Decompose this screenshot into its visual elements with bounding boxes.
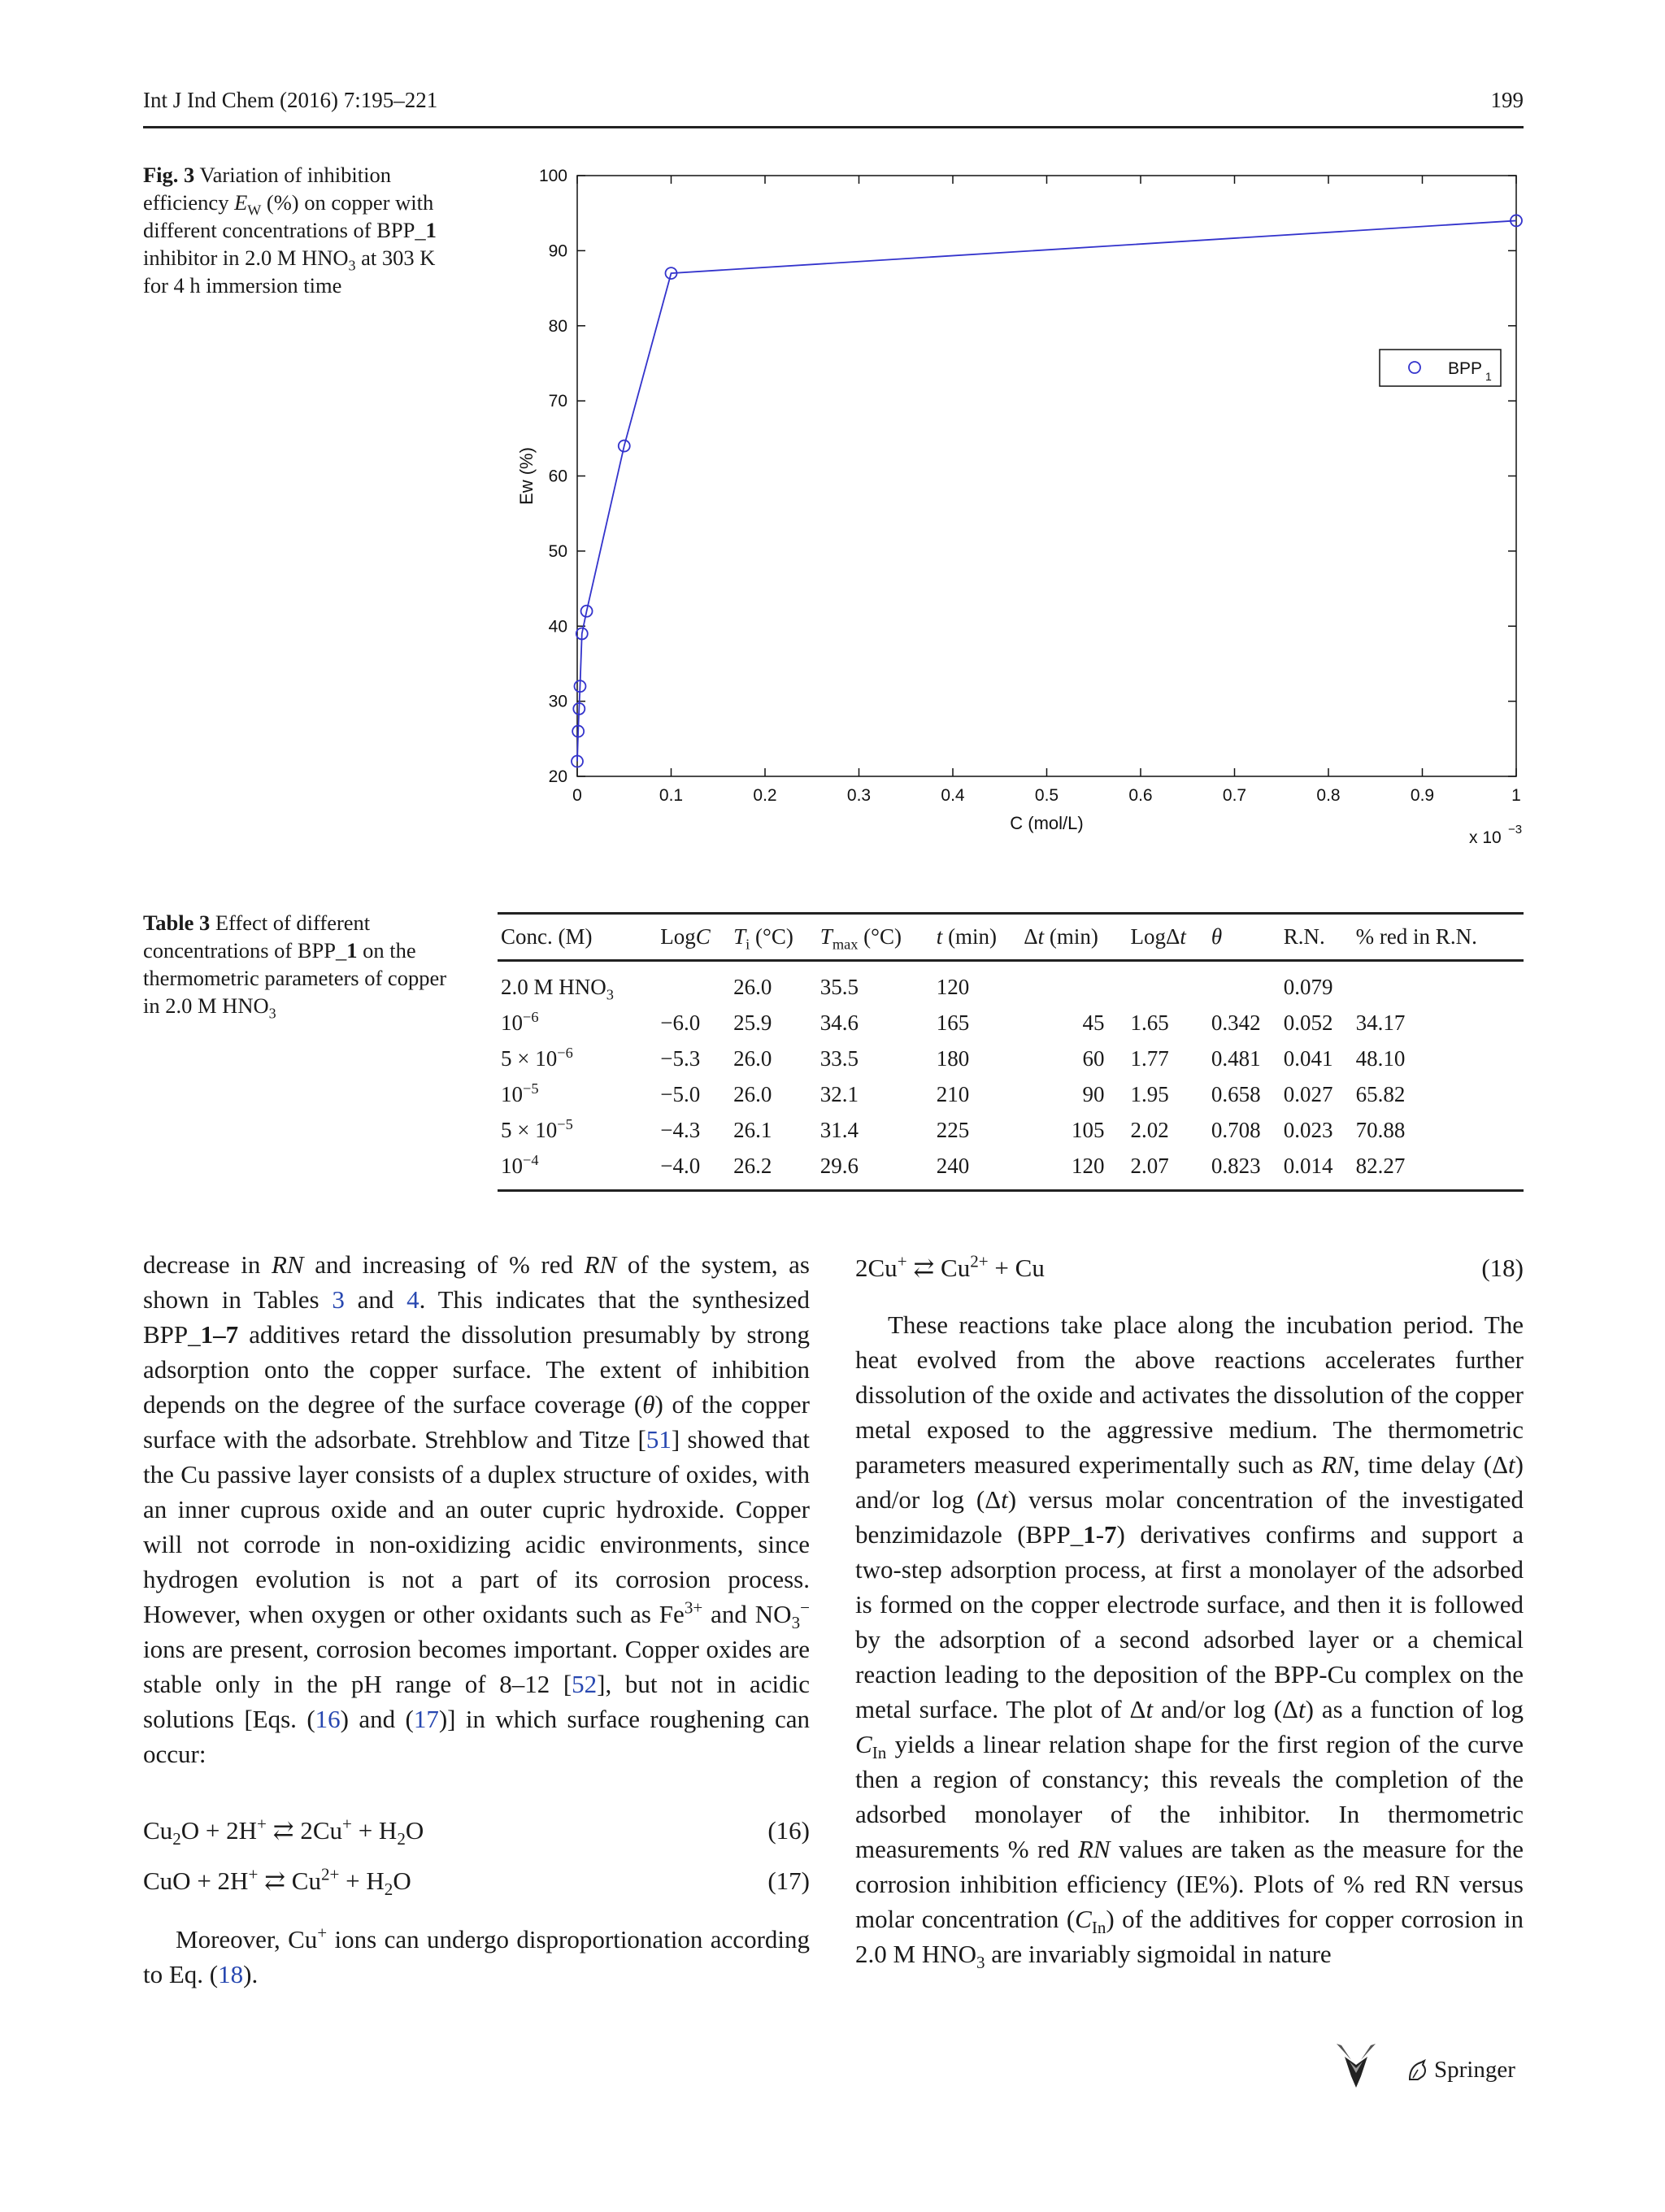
table-cell: 2.07 <box>1128 1148 1208 1191</box>
paragraph: decrease in RN and increasing of % red RN of the system, as shown in Tables 3 and 4. This indicates that the synthesized BPP_1–7 additives retard the dissolution presumably by strong adsorption onto the copper surface. The extent of inhibition depends on the degree of the surface coverage (θ) of the copper surface with the adsorbate. Strehblow and Titze [51] showed that the Cu passive layer consists of a duplex structure of oxides, with an inner cuprous oxide and an outer cupric hydroxide. Copper will not corrode in non-oxidizing acidic environments, since hydrogen evolution is not a part of its corrosion process. However, when oxygen or other oxidants such as $Fe^{3+}$ and $NO_3^-$ ions are present, corrosion becomes important. Copper oxides are stable only in the pH range of 8–12 [52], but not in acidic solutions [Eqs. (16) and (17)] in which surface roughening can occur: <box>143 1250 811 1768</box>
y-tick-label: 40 <box>548 617 567 637</box>
table-cell: $5 \times 10^{-6}$ <box>501 1044 573 1071</box>
table-cell: 48.10 <box>1355 1045 1406 1071</box>
legend-label-subscript: 1 <box>1485 370 1492 383</box>
table-cell: $10^{-4}$ <box>498 1148 657 1191</box>
y-tick-label: 80 <box>548 316 567 336</box>
equation-18-number: (18) <box>1481 1254 1524 1282</box>
table-cell: 32.1 <box>819 1081 859 1106</box>
table-cell: 35.5 <box>819 974 859 999</box>
x-axis-label: C (mol/L) <box>1010 813 1084 833</box>
table-row <box>498 1076 1524 1112</box>
equation-ref-link[interactable]: 18 <box>218 1960 244 1988</box>
left-column-p2 <box>143 1922 810 1992</box>
table-ref-link[interactable]: 3 <box>332 1285 345 1314</box>
table-cell: 82.27 <box>1353 1148 1524 1191</box>
table-cell: $10^{-6}$ <box>501 1008 539 1035</box>
table-cell <box>1020 961 1127 1006</box>
table-cell: 0.658 <box>1211 1081 1261 1106</box>
table-cell: 180 <box>936 1045 970 1071</box>
equation-17: CuO + 2H+ ⇄ $Cu^{2+} + H_2O$ <box>143 1864 411 1900</box>
y-tick-label: 60 <box>548 467 567 486</box>
table-cell: 165 <box>936 1010 970 1035</box>
table-cell: 105 <box>1072 1117 1105 1142</box>
table-cell: −5.3 <box>660 1045 701 1071</box>
table-cell <box>1353 961 1524 1006</box>
publisher-bird-logo <box>1333 2040 1379 2091</box>
table-cell: 1.65 <box>1130 1010 1169 1035</box>
table-cell: $5 \times 10^{-5}$ <box>501 1115 573 1142</box>
table-cell: 225 <box>936 1117 970 1142</box>
x-tick-label: 0.5 <box>1034 786 1059 805</box>
table-cell: 26.0 <box>733 974 772 999</box>
table-cell: 29.6 <box>817 1148 933 1191</box>
col-ti: $T_i$ (°C) <box>730 914 817 961</box>
table-cell <box>657 961 730 1006</box>
col-logdt: LogΔt <box>1128 914 1208 961</box>
table-cell: 45 <box>1082 1010 1105 1035</box>
equation-16-number: (16) <box>767 1816 810 1845</box>
table-cell: 26.0 <box>733 1081 772 1106</box>
table-cell: 0.823 <box>1208 1148 1280 1191</box>
col-conc: Conc. (M) <box>498 914 657 961</box>
col-t: t (min) <box>933 914 1020 961</box>
col-rn: R.N. <box>1280 914 1353 961</box>
equation-ref-link[interactable]: 16 <box>315 1705 341 1733</box>
table-cell: 0.027 <box>1283 1081 1333 1106</box>
x-multiplier-label: x 10 <box>1469 828 1502 847</box>
y-tick-label: 90 <box>548 241 567 261</box>
table-cell: −4.0 <box>657 1148 730 1191</box>
equation-18: 2Cu+ ⇄ $Cu^{2+} + Cu$ <box>855 1251 1045 1282</box>
y-tick-label: 50 <box>548 541 567 561</box>
table-cell: 0.014 <box>1280 1148 1353 1191</box>
table-caption: Table 3 Effect of different concentrations of BPP_1 on the thermometric parameters of copper in 2.0 M $HNO_3$ <box>143 910 447 1022</box>
springer-horse-icon <box>1405 2058 1429 2083</box>
table-cell: 120 <box>1020 1148 1127 1191</box>
equation-ref-link[interactable]: 17 <box>413 1705 439 1733</box>
equation-16: $Cu_2O + 2H^+$ ⇄ $2Cu^+ + H_2O$ <box>143 1814 424 1849</box>
table-cell: 60 <box>1082 1045 1105 1071</box>
table-cell: 0.342 <box>1211 1010 1261 1035</box>
x-tick-label: 0 <box>572 786 582 805</box>
table-cell: 0.041 <box>1283 1045 1333 1071</box>
legend-label: BPP <box>1448 359 1483 378</box>
citation-link[interactable]: 52 <box>572 1670 598 1698</box>
y-axis-label: Ew (%) <box>516 447 537 505</box>
col-theta: θ <box>1208 914 1280 961</box>
table-ref-link[interactable]: 4 <box>406 1285 420 1314</box>
x-tick-label: 0.4 <box>941 786 965 805</box>
legend-box <box>1380 350 1501 386</box>
table-cell: 0.023 <box>1283 1117 1333 1142</box>
table-header-row <box>498 914 1524 961</box>
publisher-name: Springer <box>1434 2057 1515 2083</box>
table-cell: $10^{-5}$ <box>501 1080 539 1106</box>
x-tick-label: 0.1 <box>659 786 684 805</box>
table-row <box>498 1112 1524 1148</box>
table-row <box>498 1148 1524 1191</box>
table-cell: 34.6 <box>819 1010 859 1035</box>
table-cell <box>1128 961 1208 1006</box>
col-tmax: $T_{max}$ (°C) <box>817 914 933 961</box>
thermometric-table <box>498 912 1524 1192</box>
page-number: 199 <box>1490 88 1524 112</box>
table-cell: 90 <box>1082 1081 1105 1106</box>
x-tick-label: 0.9 <box>1410 786 1435 805</box>
y-tick-label: 30 <box>548 692 567 711</box>
x-multiplier-exponent: −3 <box>1508 823 1523 837</box>
table-cell: 2.02 <box>1130 1117 1169 1142</box>
plot-frame <box>577 176 1516 776</box>
left-column <box>143 1247 810 1771</box>
table-cell: 120 <box>936 974 970 999</box>
table-cell: 0.708 <box>1211 1117 1261 1142</box>
x-tick-label: 0.3 <box>846 786 872 805</box>
paragraph: Moreover, Cu+ ions can undergo disproportionation according to Eq. (18). <box>143 1923 811 1988</box>
table-cell: 65.82 <box>1355 1081 1406 1106</box>
table-row <box>498 1005 1524 1041</box>
table-cell: 0.481 <box>1211 1045 1261 1071</box>
right-column <box>855 1307 1524 1971</box>
col-red-rn: % red in R.N. <box>1353 914 1524 961</box>
table-cell: 31.4 <box>819 1117 859 1142</box>
table-cell: −6.0 <box>660 1010 701 1035</box>
table-cell: 70.88 <box>1355 1117 1406 1142</box>
table-cell: 0.052 <box>1283 1010 1333 1035</box>
table-cell: 25.9 <box>733 1010 772 1035</box>
x-tick-label: 0.7 <box>1222 786 1247 805</box>
x-tick-label: 0.6 <box>1128 786 1153 805</box>
col-dt: Δt (min) <box>1020 914 1127 961</box>
y-tick-label: 100 <box>538 167 567 185</box>
table-cell: −4.3 <box>660 1117 701 1142</box>
series-line <box>577 220 1516 761</box>
table-cell: 2.0 M $HNO_3$ <box>501 974 614 1002</box>
table-row <box>498 1041 1524 1076</box>
figure-caption: Fig. 3 Variation of inhibition efficiency $E_W$ (%) on copper with different concentrations of BPP_1 inhibitor in 2.0 M $HNO_3$ at 303 K for 4 h immersion time <box>143 163 437 298</box>
table-cell: 240 <box>933 1148 1020 1191</box>
running-header-journal: Int J Ind Chem (2016) 7:195–221 <box>143 88 438 112</box>
table-cell: 26.0 <box>733 1045 772 1071</box>
springer-logo <box>1405 2057 1515 2084</box>
table-cell: 1.95 <box>1130 1081 1169 1106</box>
table-cell: −5.0 <box>660 1081 701 1106</box>
inhibition-efficiency-chart <box>0 0 1665 878</box>
table-cell: 33.5 <box>819 1045 859 1071</box>
table-cell <box>1208 961 1280 1006</box>
citation-link[interactable]: 51 <box>646 1425 672 1454</box>
paragraph: These reactions take place along the incubation period. The heat evolved from the above reactions accelerates further dissolution of the oxide and activates the dissolution of the copper metal exposed to the aggressive medium. The thermometric parameters measured experimentally such as RN, time delay (Δt) and/or log (Δt) versus molar concentration of the investigated benzimidazole (BPP_1-7) derivatives confirms and support a two-step adsorption process, at first a monolayer of the adsorbed is formed on the copper electrode surface, and then it is followed by the adsorption of a second adsorbed layer or a chemical reaction leading to the deposition of the BPP-Cu complex on the metal surface. The plot of Δt and/or log (Δt) as a function of $\log C_{In}$ yields a linear relation shape for the first region of the curve then a region of constancy; this reveals the completion of the adsorbed monolayer of the inhibitor. In thermometric measurements % red RN values are taken as the measure for the corrosion inhibition efficiency (IE%). Plots of % red RN versus molar concentration $(C_{In})$ of the additives for copper corrosion in 2.0 M $HNO_3$ are invariably sigmoidal in nature <box>855 1310 1524 1973</box>
table-label: Table 3 <box>143 910 211 935</box>
table-cell: 34.17 <box>1355 1010 1406 1035</box>
table-row <box>498 961 1524 1006</box>
y-tick-label: 20 <box>548 767 567 786</box>
table-cell: 210 <box>936 1081 970 1106</box>
table-cell: 26.2 <box>730 1148 817 1191</box>
y-tick-label: 70 <box>548 392 567 411</box>
x-tick-label: 0.2 <box>753 786 777 805</box>
equation-17-number: (17) <box>767 1867 810 1895</box>
table-cell: 0.079 <box>1283 974 1333 999</box>
figure-label: Fig. 3 <box>143 163 195 187</box>
table-cell: 1.77 <box>1130 1045 1169 1071</box>
x-tick-label: 0.8 <box>1316 786 1341 805</box>
x-tick-label: 1 <box>1511 786 1521 805</box>
col-logc: LogC <box>657 914 730 961</box>
table-cell: 26.1 <box>733 1117 772 1142</box>
